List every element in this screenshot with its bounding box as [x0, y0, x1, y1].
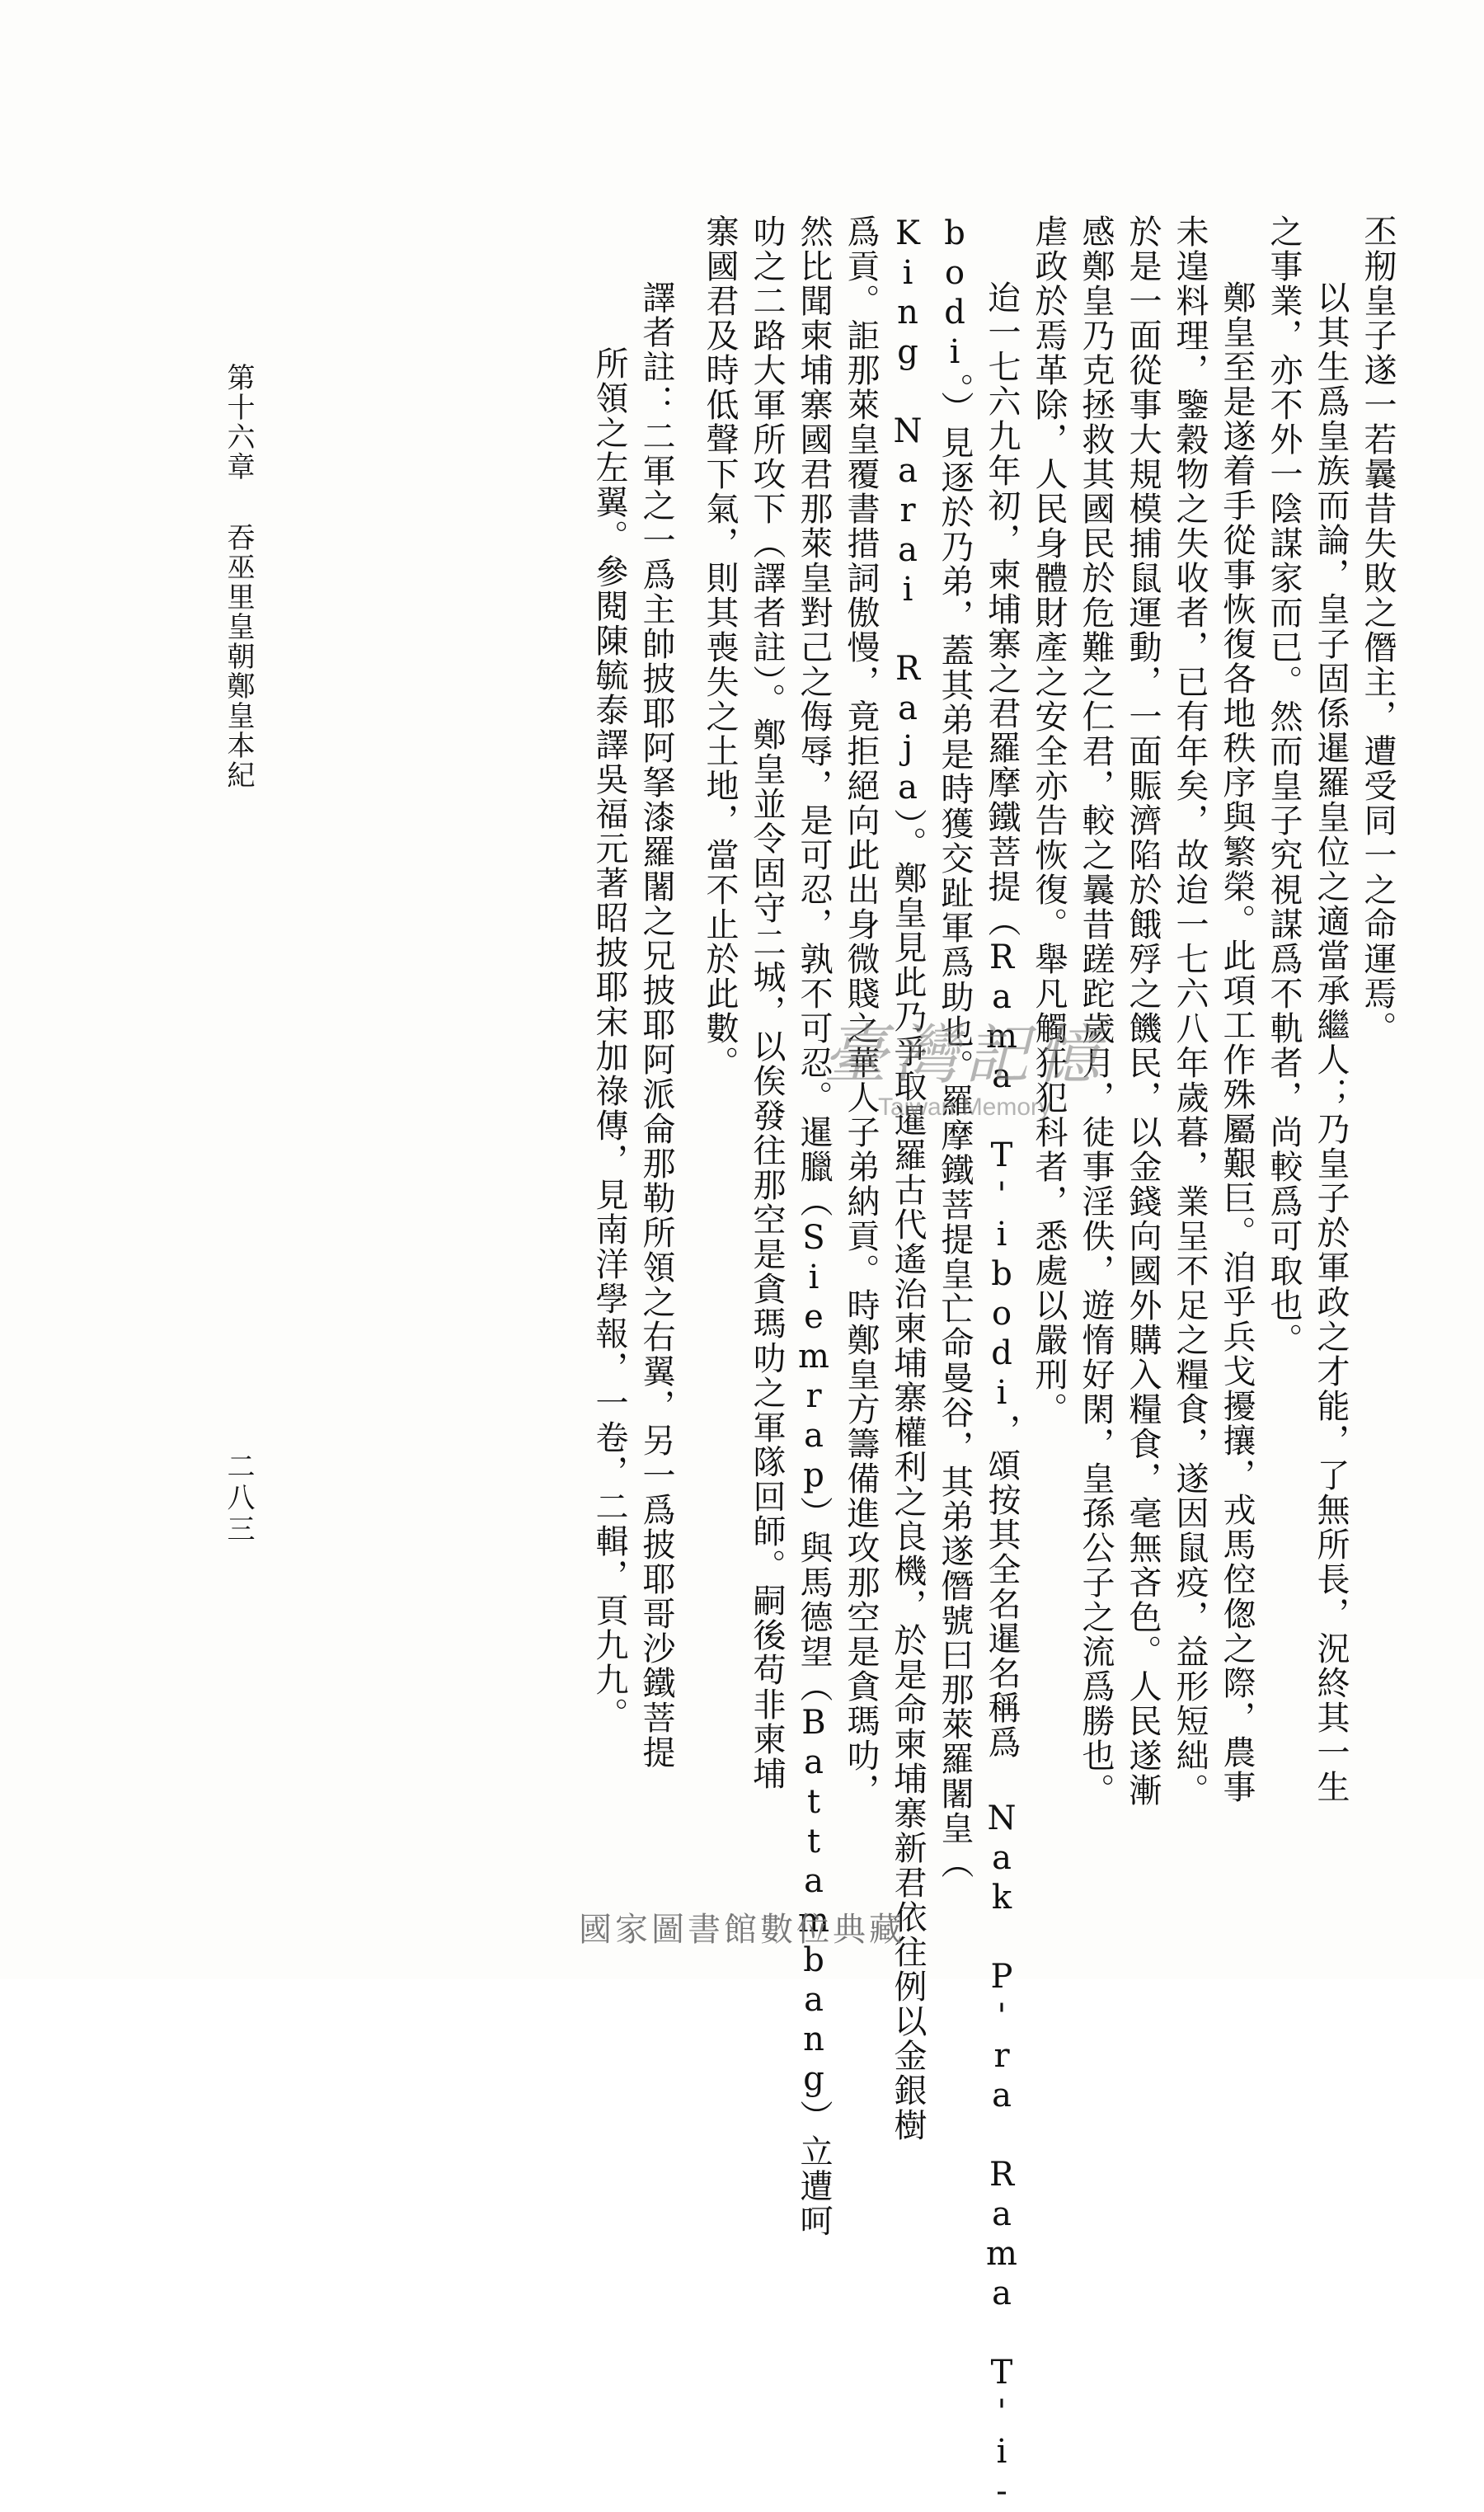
- body-column-6: 於是一面從事大規模捕鼠運動，一面賑濟陷於餓殍之饑民，以金錢向國外購入糧食，毫無吝色。人民遂漸: [1124, 214, 1162, 1808]
- body-column-8: 虐政於焉革除，人民身體財產之安全亦告恢復。舉凡觸犴犯科者，悉處以嚴刑。: [1030, 214, 1068, 1427]
- body-column-5: 未遑料理，鑒穀物之失收者，已有年矣，故迨一七六八年歲暮，業呈不足之糧食，遂因鼠疫，益形短絀。: [1171, 214, 1209, 1808]
- body-column-10: bodi。）見逐於乃弟，蓋其弟是時獲交趾軍爲助也。羅摩鐵菩提皇亡命曼谷，其弟遂僭號曰那萊羅闍皇（: [936, 214, 974, 1880]
- body-column-12: 爲貢。詎那萊皇覆書措詞傲慢，竟拒絕向此出身微賤之華人子弟納貢。時鄭皇方籌備進攻那空是貪瑪叻，: [842, 214, 880, 1808]
- watermark-chinese: 臺灣記憶: [822, 1018, 1106, 1093]
- body-column-3: 之事業，亦不外一陰謀家而已。然而皇子究視謀爲不軌者，尚較爲可取也。: [1265, 214, 1303, 1357]
- translator-note-column-1: 譯者註：二軍之一爲主帥披耶阿拏漆羅闍之兄披耶阿派侖那勒所領之右翼，另一爲披耶哥沙鐵菩提: [637, 280, 675, 1770]
- body-column-11: King Narai Raja）。鄭皇見此乃爭取暹羅古代遙治柬埔寨權利之良機，於是命柬埔寨新君依往例以金銀樹: [889, 214, 927, 2143]
- translator-note-column-2: 所領之左翼。參閱陳毓泰譯吳福元著昭披耶宋加祿傳，見南洋學報，一卷，二輯，頁九九。: [590, 346, 628, 1732]
- body-column-9: 迨一七六九年初，柬埔寨之君羅摩鐵菩提（Rama T'ibodi，頌按其全名暹名稱爲 Nak P'ra Rama T'i-: [983, 280, 1021, 2512]
- page-number: 二八三: [222, 1451, 255, 1545]
- body-column-1: 丕剏皇子遂一若曩昔失敗之僭主，遭受同一之命運焉。: [1359, 214, 1397, 1046]
- body-column-13: 然比聞柬埔寨國君那萊皇對己之侮辱，是可忍，孰不可忍。暹臘（Siemrap）與馬德望（Battambang）立遭呵: [795, 214, 833, 2238]
- body-column-14: 叻之二路大軍所攻下（譯者註）。鄭皇並令固守二城，以俟發往那空是貪瑪叻之軍隊回師。嗣後苟非柬埔: [748, 214, 786, 1791]
- body-column-7: 感鄭皇乃克拯救其國民於危難之仁君，較之曩昔蹉跎歲月，徒事淫佚，遊惰好閑，皇孫公子之流爲勝也。: [1077, 214, 1115, 1808]
- body-column-4: 鄭皇至是遂着手從事恢復各地秩序與繁榮。此項工作殊屬艱巨。洎乎兵戈擾攘，戎馬倥偬之際，農事: [1218, 280, 1256, 1804]
- running-head: [221, 363, 259, 1221]
- running-head-chapter: 第十六章: [222, 363, 255, 482]
- watermark-english: Taiwan Memory: [877, 1094, 1052, 1121]
- body-column-2: 以其生爲皇族而論，皇子固係暹羅皇位之適當承繼人；乃皇子於軍政之才能，了無所長，況終其一生: [1312, 280, 1350, 1804]
- footer-caption: 國家圖書館數位典藏: [579, 1911, 905, 1949]
- running-head-title: 吞巫里皇朝鄭皇本紀: [222, 523, 255, 790]
- body-column-15: 寨國君及時低聲下氣，則其喪失之土地，當不止於此數。: [701, 214, 739, 1080]
